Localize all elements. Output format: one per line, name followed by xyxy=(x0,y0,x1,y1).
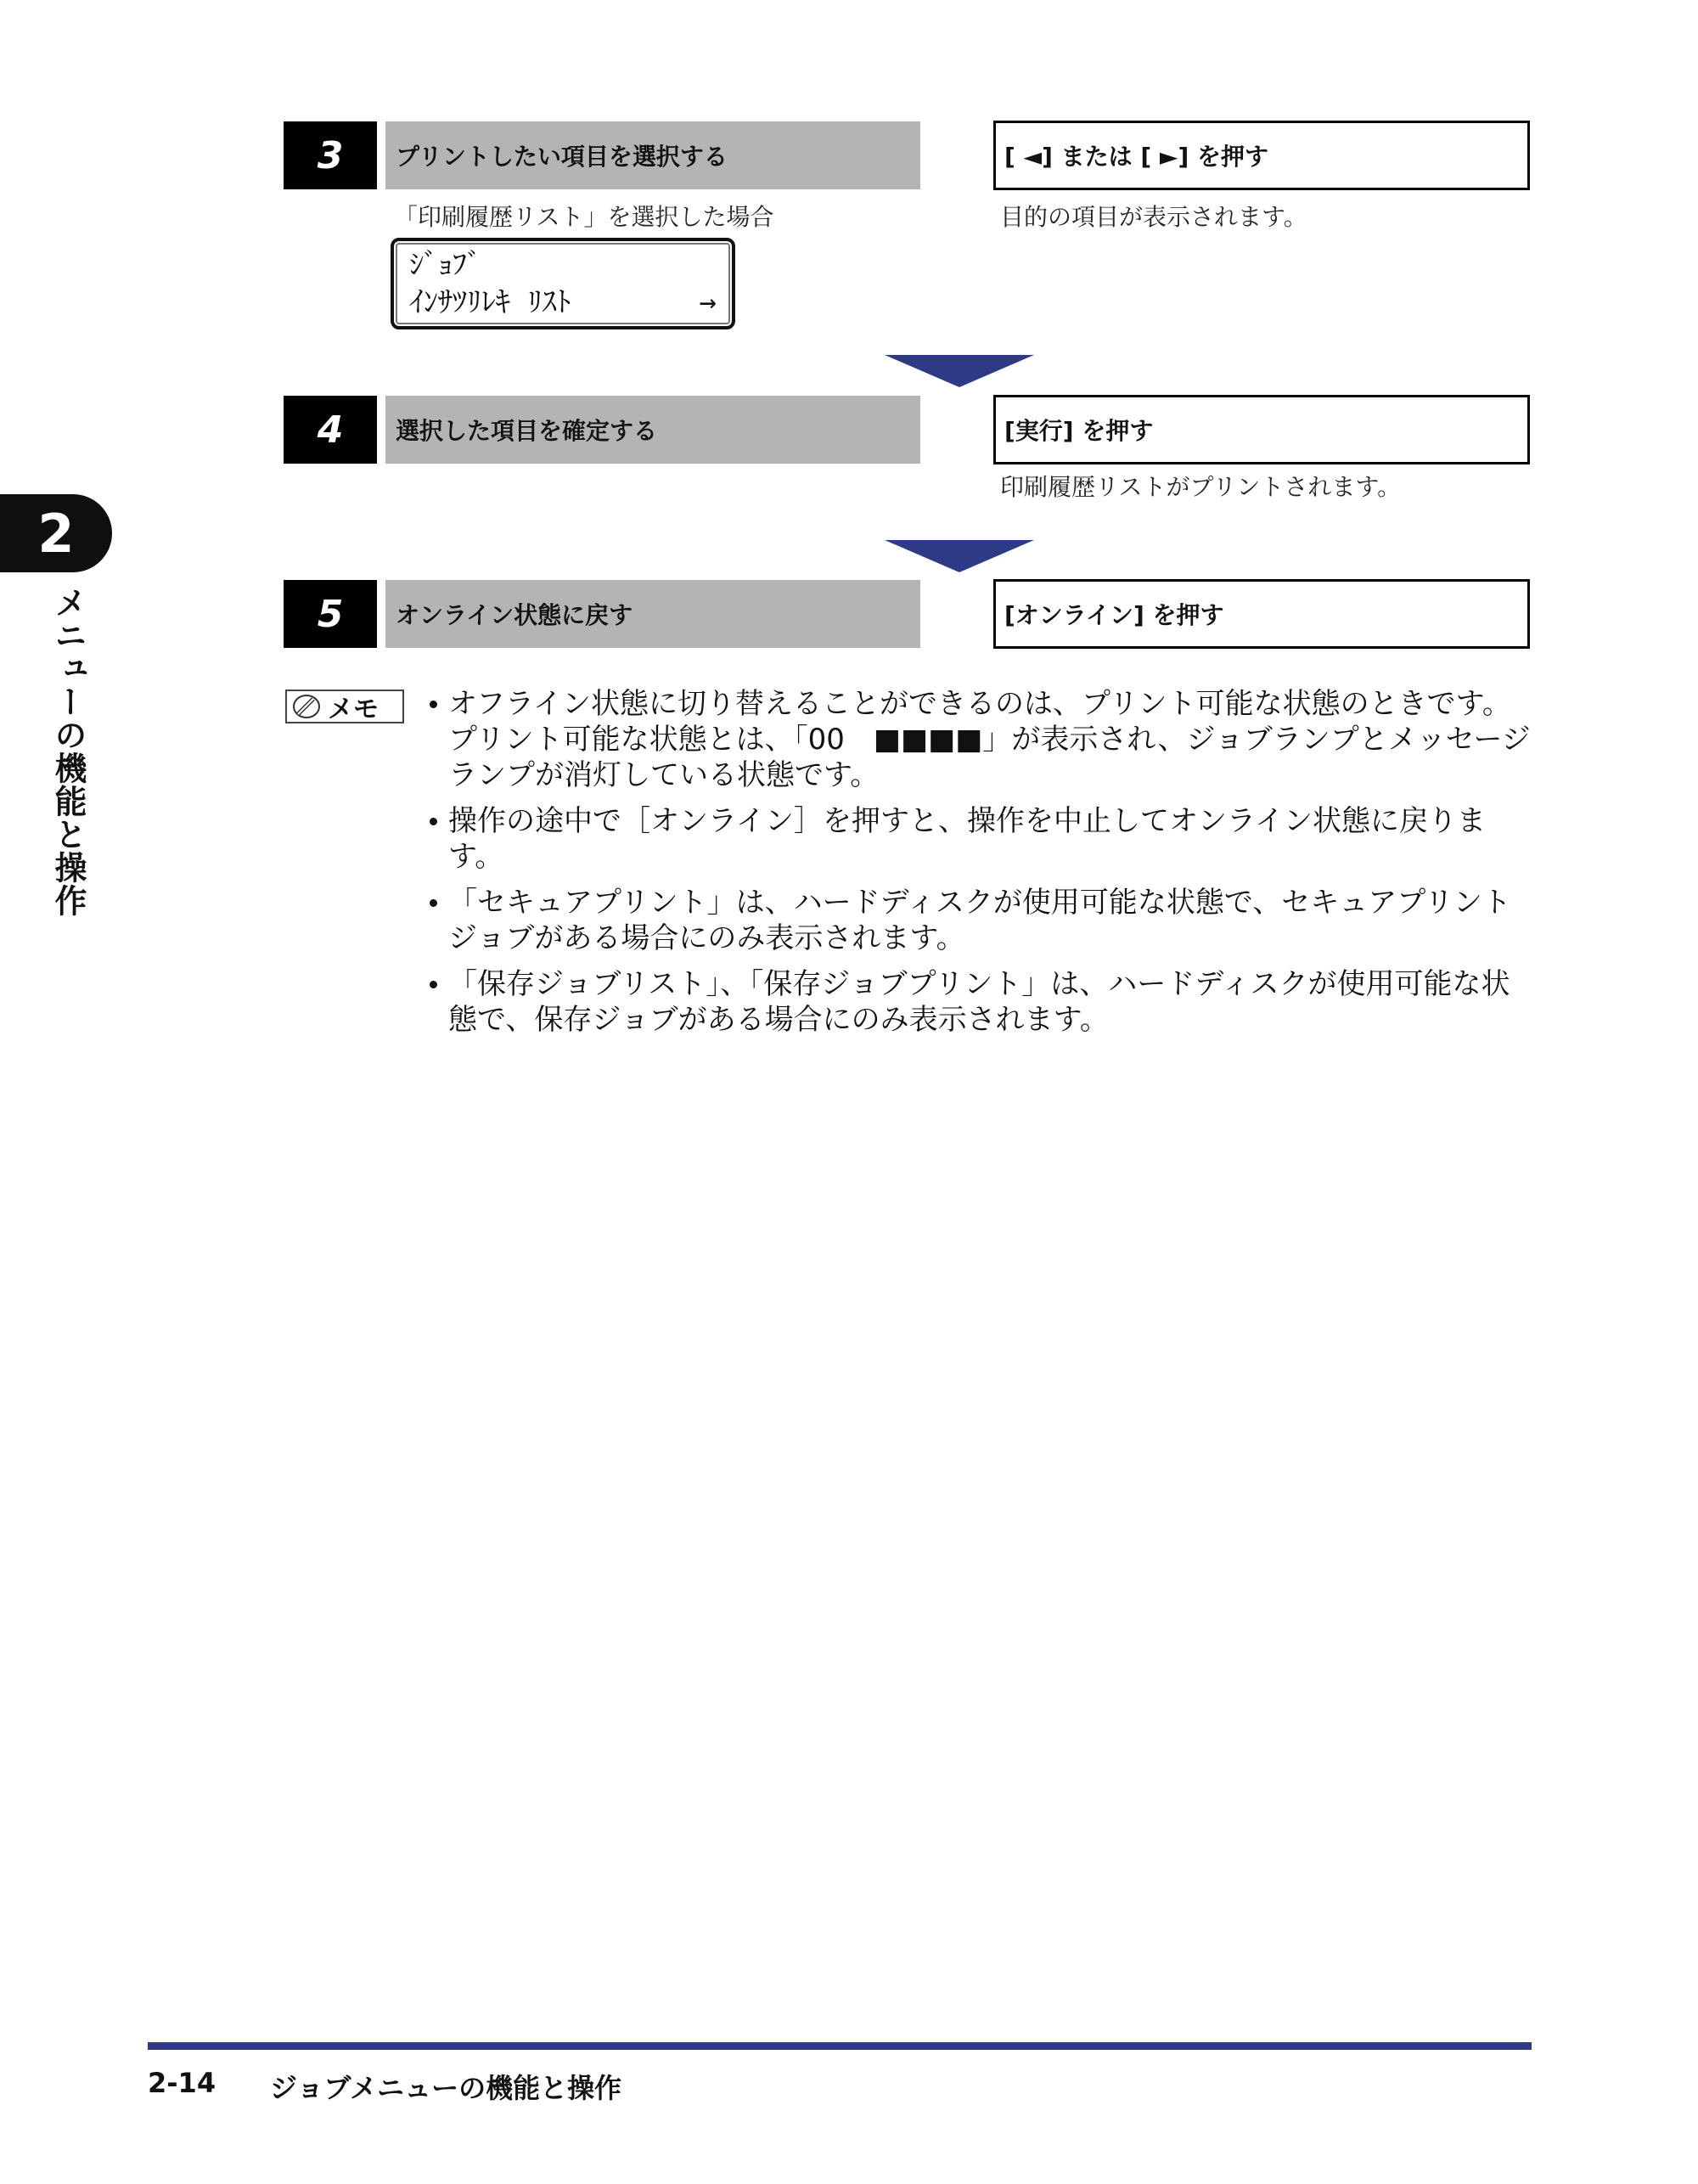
step-3-action-box xyxy=(993,121,1530,190)
step-5-action-text: [オンライン] を押す xyxy=(1004,601,1224,629)
lcd-display xyxy=(391,238,735,329)
step-3-number: 3 xyxy=(284,121,377,189)
step-4-action-text: [実行] を押す xyxy=(1004,417,1154,445)
pencil-icon xyxy=(292,694,321,719)
memo-list xyxy=(424,686,1537,1048)
lcd-line-2 xyxy=(409,284,717,321)
step-5-number: 5 xyxy=(284,580,377,648)
chapter-number: 2 xyxy=(37,502,75,565)
step-4-result: 印刷履歴リストがプリントされます。 xyxy=(1000,473,1402,501)
footer-page-number: 2-14 xyxy=(148,2067,216,2099)
chapter-title-vertical: メニューの機能と操作 xyxy=(49,586,87,917)
step-5-title: オンライン状態に戻す xyxy=(385,580,920,648)
down-arrow-icon xyxy=(885,355,1034,387)
step-4-number: 4 xyxy=(284,396,377,464)
memo-item: 「セキュアプリント」は、ハードディスクが使用可能な状態で、セキュアプリントジョブがある場合にのみ表示されます。 xyxy=(424,885,1537,956)
step-5-action-box xyxy=(993,579,1530,649)
chapter-tab xyxy=(0,494,112,572)
lcd-line-2-text: ｲﾝｻﾂﾘﾚｷ ﾘｽﾄ xyxy=(409,285,571,319)
down-arrow-icon xyxy=(885,540,1034,572)
memo-item: 「保存ジョブリスト」、「保存ジョブプリント」は、ハードディスクが使用可能な状態で、保存ジョブがある場合にのみ表示されます。 xyxy=(424,966,1537,1038)
footer-rule xyxy=(148,2042,1532,2050)
memo-label-text: メモ xyxy=(328,695,379,724)
memo-item: オフライン状態に切り替えることができるのは、プリント可能な状態のときです。プリント可能な状態とは、「00 ■■■■」が表示され、ジョブランプとメッセージランプが消灯している状態です。 xyxy=(424,686,1537,793)
step-3-caption: 「印刷履歴リスト」を選択した場合 xyxy=(394,203,774,231)
lcd-line-1-text: ｼﾞｮﾌﾞ xyxy=(409,248,481,282)
step-4-action-box xyxy=(993,395,1530,464)
memo-item: 操作の途中で［オンライン］を押すと、操作を中止してオンライン状態に戻ります。 xyxy=(424,803,1537,875)
step-3-action-text: [ ◄] または [ ►] を押す xyxy=(1004,143,1268,171)
step-3-title: プリントしたい項目を選択する xyxy=(385,121,920,189)
step-3-result: 目的の項目が表示されます。 xyxy=(1000,203,1307,231)
memo-label xyxy=(285,690,404,723)
step-4-title: 選択した項目を確定する xyxy=(385,396,920,464)
lcd-line-1 xyxy=(409,246,717,284)
footer-section-title: ジョブメニューの機能と操作 xyxy=(270,2072,622,2104)
lcd-arrow-icon: → xyxy=(699,285,717,319)
